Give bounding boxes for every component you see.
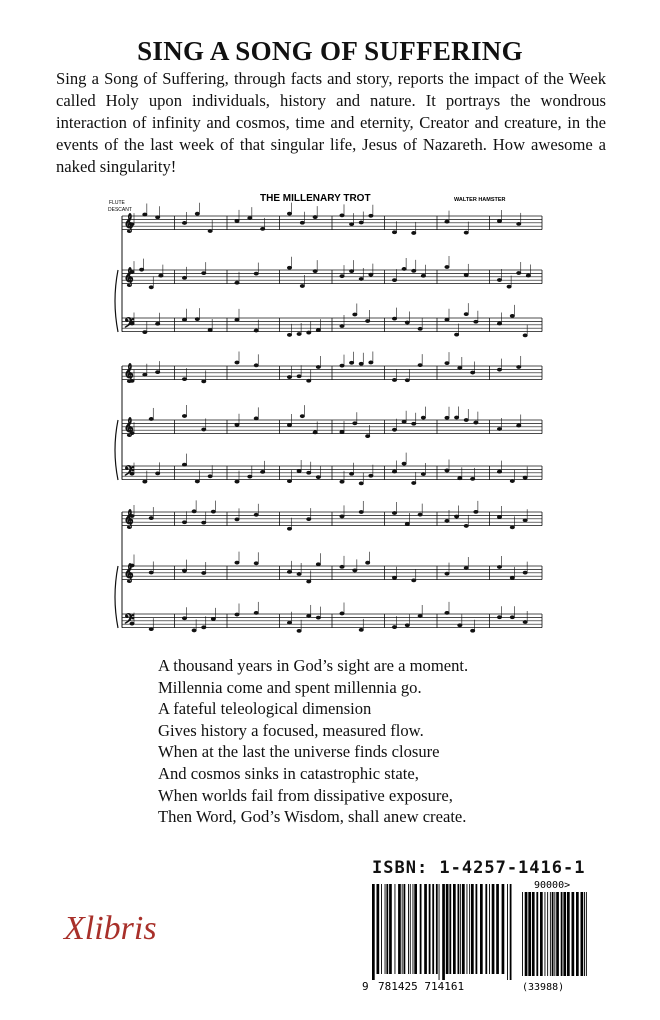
note-head (353, 422, 357, 425)
back-cover-blurb: Sing a Song of Suffering, through facts and story, reports the impact of the Week called Holy upon individuals, history and nature. It portrays the wondrous interaction of infinity and cosmos, time and eternity, Creator and creature, in the events of the last week of that singular life, Jesus of Nazareth. How awesome a naked singularity! (56, 69, 606, 176)
note-head (208, 475, 212, 478)
barcode-bar (404, 884, 406, 974)
note-head (287, 570, 291, 573)
note-head (307, 379, 311, 382)
note-head (235, 219, 239, 222)
note-head (497, 616, 501, 619)
note-head (392, 470, 396, 473)
barcode-bar (492, 884, 495, 974)
barcode-bar (563, 892, 566, 976)
barcode-bar (398, 884, 401, 974)
note-head (235, 561, 239, 564)
barcode-bar (413, 884, 414, 974)
note-head (445, 469, 449, 472)
note-head (349, 223, 353, 226)
note-head (369, 474, 373, 477)
note-head (418, 614, 422, 617)
note-head (155, 371, 159, 374)
book-title: SING A SONG OF SUFFERING (137, 36, 523, 66)
note-head (208, 229, 212, 232)
ean-prefix-digit: 9 (362, 980, 369, 993)
barcode-bar (576, 892, 579, 976)
note-head (369, 273, 373, 276)
barcode-bar (462, 884, 465, 974)
note-head (248, 475, 252, 478)
note-head (155, 322, 159, 325)
note-head (359, 510, 363, 513)
poem-line: Millennia come and spent millennia go. (158, 677, 422, 697)
note-head (313, 270, 317, 273)
poem-line: When at the last the universe finds closure (158, 742, 440, 762)
system-brace (115, 270, 118, 332)
note-head (418, 327, 422, 330)
barcode-bar (561, 892, 563, 976)
note-head (405, 522, 409, 525)
clef-symbol: 𝄢 (124, 463, 135, 482)
note-head (359, 482, 363, 485)
barcode-bar (439, 884, 440, 980)
note-head (182, 569, 186, 572)
barcode-bar (460, 884, 461, 974)
note-head (445, 572, 449, 575)
note-head (211, 510, 215, 513)
note-head (340, 480, 344, 483)
note-head (464, 273, 468, 276)
barcode-bar (547, 892, 548, 976)
note-head (445, 220, 449, 223)
barcode-bar (408, 884, 409, 974)
note-head (454, 515, 458, 518)
barcode-bar (471, 884, 474, 974)
note-head (405, 379, 409, 382)
note-head (523, 571, 527, 574)
note-head (402, 462, 406, 465)
note-head (445, 416, 449, 419)
note-head (297, 629, 301, 632)
note-head (464, 524, 468, 527)
note-head (287, 333, 291, 336)
note-head (497, 322, 501, 325)
note-head (474, 510, 478, 513)
note-head (353, 313, 357, 316)
note-head (454, 333, 458, 336)
note-head (287, 266, 291, 269)
note-head (182, 521, 186, 524)
note-head (458, 366, 462, 369)
addon-digits: 90000> (534, 880, 571, 891)
note-head (458, 477, 462, 480)
note-head (248, 217, 252, 220)
note-head (316, 365, 320, 368)
note-head (316, 476, 320, 479)
note-head (143, 373, 147, 376)
note-head (139, 268, 143, 271)
note-head (418, 513, 422, 516)
note-head (510, 576, 514, 579)
note-head (464, 313, 468, 316)
barcode-bar (389, 884, 392, 974)
note-head (510, 616, 514, 619)
clef-symbol: 𝄢 (124, 315, 135, 334)
note-head (149, 571, 153, 574)
barcode-bar (442, 884, 445, 980)
note-head (307, 471, 311, 474)
poem-line: And cosmos sinks in catastrophic state, (158, 763, 419, 783)
note-head (235, 361, 239, 364)
note-head (192, 510, 196, 513)
note-head (392, 511, 396, 514)
note-head (359, 362, 363, 365)
part-label-descant: DESCANT (108, 207, 132, 213)
note-head (445, 318, 449, 321)
note-head (182, 463, 186, 466)
note-head (202, 380, 206, 383)
note-head (445, 362, 449, 365)
note-head (392, 576, 396, 579)
note-head (211, 617, 215, 620)
note-head (182, 378, 186, 381)
barcode-bar (567, 892, 570, 976)
barcode-bar (502, 884, 505, 974)
barcode-bar (453, 884, 456, 974)
note-head (392, 231, 396, 234)
note-head (235, 423, 239, 426)
barcode-bar (449, 884, 451, 974)
barcode-bar (586, 892, 587, 976)
note-head (287, 621, 291, 624)
clef-symbol: 𝄞 (124, 363, 134, 382)
note-head (202, 571, 206, 574)
barcode-bar (572, 892, 575, 976)
note-head (254, 562, 258, 565)
note-head (235, 613, 239, 616)
note-head (497, 219, 501, 222)
note-head (254, 364, 258, 367)
barcode-bar (507, 884, 508, 980)
barcode-bar (372, 884, 375, 980)
barcode-bar (550, 892, 551, 976)
note-head (470, 477, 474, 480)
note-head (149, 286, 153, 289)
barcode-bar (496, 884, 499, 974)
note-head (349, 269, 353, 272)
note-head (445, 519, 449, 522)
note-head (287, 480, 291, 483)
note-head (235, 281, 239, 284)
note-head (254, 513, 258, 516)
note-head (497, 515, 501, 518)
barcode-bar (532, 892, 535, 976)
note-head (235, 480, 239, 483)
note-head (454, 416, 458, 419)
note-head (307, 580, 311, 583)
note-head (418, 364, 422, 367)
note-head (307, 331, 311, 334)
note-head (235, 318, 239, 321)
poem-line: A fateful teleological dimension (158, 699, 372, 719)
note-head (510, 526, 514, 529)
note-head (392, 279, 396, 282)
note-head (316, 329, 320, 332)
note-head (155, 472, 159, 475)
barcode-bar (385, 884, 386, 974)
note-head (260, 227, 264, 230)
note-head (316, 616, 320, 619)
note-head (202, 272, 206, 275)
note-head (182, 276, 186, 279)
note-head (300, 284, 304, 287)
note-head (235, 518, 239, 521)
barcode-bar (584, 892, 585, 976)
system-brace (115, 566, 118, 628)
barcode-bar (476, 884, 478, 974)
note-head (523, 334, 527, 337)
note-head (287, 375, 291, 378)
barcode-bar (446, 884, 449, 974)
barcode-bar (432, 884, 434, 974)
poem-line: A thousand years in God’s sight are a moment. (158, 656, 469, 675)
note-head (300, 221, 304, 224)
note-head (464, 418, 468, 421)
note-head (464, 231, 468, 234)
note-head (340, 275, 344, 278)
note-head (260, 470, 264, 473)
note-head (254, 611, 258, 614)
note-head (316, 563, 320, 566)
isbn-label: ISBN: 1-4257-1416-1 (372, 858, 586, 878)
music-staves (115, 203, 542, 633)
barcode-bar (552, 892, 554, 976)
note-head (143, 213, 147, 216)
note-head (497, 565, 501, 568)
note-head (421, 416, 425, 419)
poem-line: Then Word, God’s Wisdom, shall anew create. (158, 807, 467, 827)
note-head (287, 423, 291, 426)
note-head (287, 212, 291, 215)
note-head (523, 519, 527, 522)
note-head (392, 428, 396, 431)
clef-symbol: 𝄞 (124, 563, 134, 582)
barcode-bar (536, 892, 538, 976)
note-head (412, 231, 416, 234)
note-head (510, 314, 514, 317)
poem (158, 655, 578, 828)
barcode-bar (381, 884, 382, 974)
note-head (307, 614, 311, 617)
note-head (464, 566, 468, 569)
note-head (412, 269, 416, 272)
isbn-barcode (362, 880, 592, 994)
note-head (359, 277, 363, 280)
note-head (202, 428, 206, 431)
note-head (159, 274, 163, 277)
note-head (507, 285, 511, 288)
note-head (392, 378, 396, 381)
note-head (421, 274, 425, 277)
note-head (192, 629, 196, 632)
note-head (405, 321, 409, 324)
note-head (182, 414, 186, 417)
note-head (340, 430, 344, 433)
note-head (297, 572, 301, 575)
barcode-bar (510, 884, 512, 980)
clef-symbol: 𝄞 (124, 417, 134, 436)
barcode-bar (469, 884, 470, 974)
note-head (340, 324, 344, 327)
note-head (497, 427, 501, 430)
note-head (195, 318, 199, 321)
note-head (208, 328, 212, 331)
publisher-logo (64, 910, 157, 948)
note-head (365, 319, 369, 322)
ean-digits: 781425 714161 (378, 980, 465, 993)
poem-line: Gives history a focused, measured flow. (158, 720, 424, 740)
note-head (392, 625, 396, 628)
note-head (412, 422, 416, 425)
barcode-bar (377, 884, 380, 974)
note-head (340, 565, 344, 568)
note-head (474, 320, 478, 323)
barcode-bar (467, 884, 468, 974)
note-head (313, 215, 317, 218)
barcode-bar (480, 884, 483, 974)
barcode-bar (410, 884, 411, 974)
barcode-bar (556, 892, 559, 976)
note-head (402, 267, 406, 270)
note-head (523, 620, 527, 623)
note-head (497, 470, 501, 473)
score-title: THE MILLENARY TROT (260, 193, 371, 204)
note-head (340, 612, 344, 615)
note-head (340, 214, 344, 217)
barcode-bar (402, 884, 403, 974)
barcode-bar (485, 884, 487, 974)
score-composer: WALTER HAMSTER (454, 197, 506, 203)
barcode-bar (528, 892, 531, 976)
note-head (365, 434, 369, 437)
note-head (297, 469, 301, 472)
barcode-bar (554, 892, 555, 976)
clef-symbol: 𝄞 (124, 267, 134, 286)
barcode-bar (522, 892, 523, 976)
note-head (353, 569, 357, 572)
clef-symbol: 𝄢 (124, 611, 135, 630)
note-head (349, 361, 353, 364)
note-head (297, 332, 301, 335)
note-head (359, 628, 363, 631)
part-label-flute: FLUTE (109, 200, 125, 206)
note-head (254, 417, 258, 420)
note-head (307, 518, 311, 521)
note-head (149, 516, 153, 519)
note-head (517, 222, 521, 225)
sheet-music (108, 190, 548, 650)
note-head (340, 515, 344, 518)
note-head (445, 611, 449, 614)
note-head (412, 481, 416, 484)
publisher-name: Xlibris (64, 910, 157, 947)
barcode-bar (424, 884, 427, 974)
note-head (182, 318, 186, 321)
barcode-bar (386, 884, 388, 974)
barcode-bar (545, 892, 546, 976)
note-head (297, 375, 301, 378)
barcode-bar (420, 884, 422, 974)
note-head (526, 274, 530, 277)
note-head (202, 521, 206, 524)
barcode-bar (540, 892, 543, 976)
note-head (143, 331, 147, 334)
note-head (405, 624, 409, 627)
note-head (470, 371, 474, 374)
note-head (517, 365, 521, 368)
note-head (149, 628, 153, 631)
poem-line: When worlds fail from dissipative exposure, (158, 785, 453, 805)
barcode-bar (436, 884, 438, 974)
note-head (497, 278, 501, 281)
barcode-bar (395, 884, 396, 974)
clef-symbol: 𝄞 (124, 213, 134, 232)
barcode-bar (429, 884, 431, 974)
note-head (445, 265, 449, 268)
note-head (369, 214, 373, 217)
note-head (195, 212, 199, 215)
barcode-bar (414, 884, 417, 974)
note-head (523, 476, 527, 479)
note-head (300, 415, 304, 418)
barcode-bar (525, 892, 528, 976)
note-head (349, 472, 353, 475)
note-head (313, 431, 317, 434)
note-head (365, 561, 369, 564)
note-head (369, 361, 373, 364)
note-head (497, 368, 501, 371)
note-head (254, 329, 258, 332)
note-head (392, 317, 396, 320)
note-head (195, 480, 199, 483)
note-head (474, 421, 478, 424)
note-head (412, 579, 416, 582)
note-head (359, 221, 363, 224)
note-head (182, 221, 186, 224)
barcode-bar (458, 884, 460, 974)
item-code: (33988) (522, 982, 565, 993)
note-head (458, 624, 462, 627)
note-head (340, 364, 344, 367)
note-head (517, 271, 521, 274)
note-head (517, 424, 521, 427)
note-head (510, 479, 514, 482)
note-head (421, 472, 425, 475)
barcode-bar (581, 892, 584, 976)
note-head (155, 216, 159, 219)
note-head (182, 617, 186, 620)
note-head (143, 480, 147, 483)
note-head (402, 420, 406, 423)
barcode-bar (489, 884, 490, 974)
clef-symbol: 𝄞 (124, 509, 134, 528)
note-head (254, 272, 258, 275)
note-head (149, 417, 153, 420)
note-head (470, 629, 474, 632)
note-head (202, 626, 206, 629)
system-brace (115, 420, 118, 480)
note-head (287, 527, 291, 530)
